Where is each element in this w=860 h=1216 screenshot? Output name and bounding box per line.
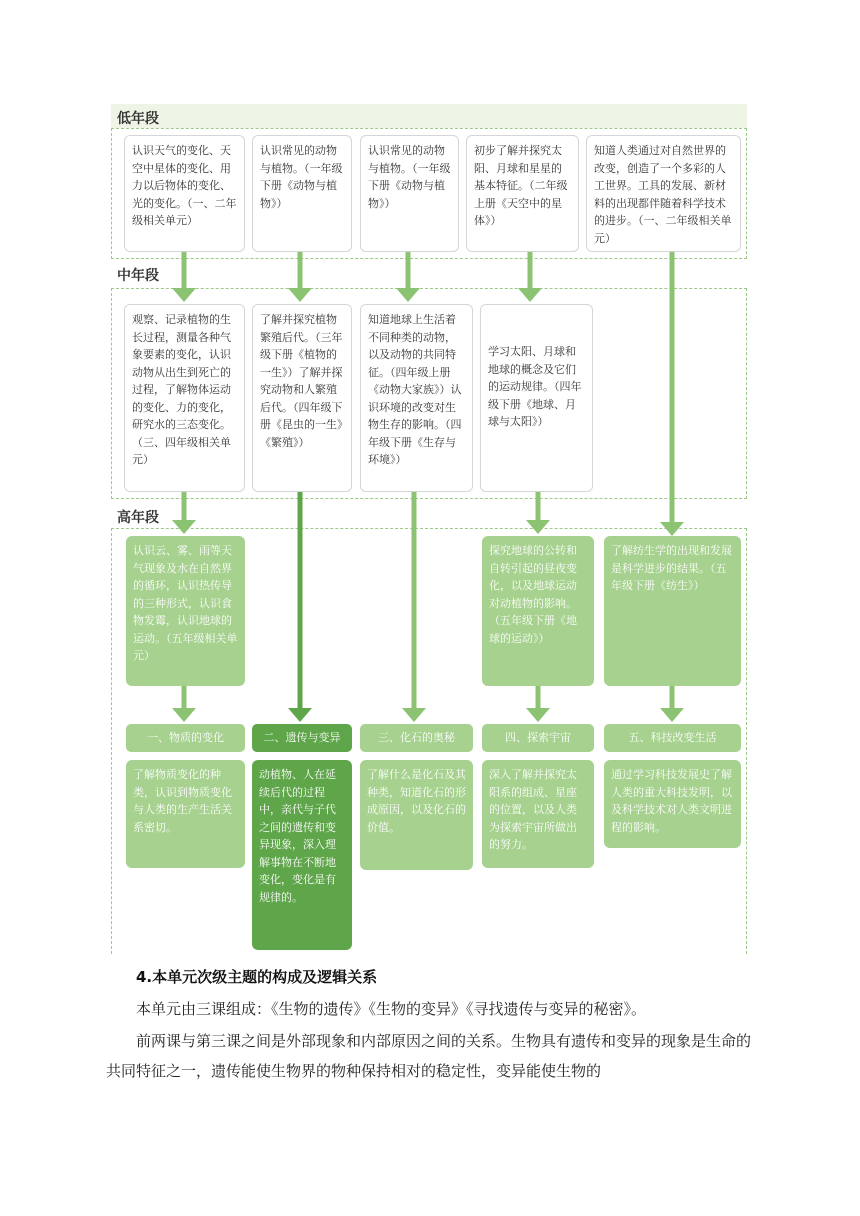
theme-pill-2: 二、遗传与变异 <box>252 724 352 752</box>
mid-card-2: 了解并探究植物繁殖后代。（三年级下册《植物的一生》）了解并探究动物和人繁殖后代。（四年级下册《昆虫的一生》《繁殖》） <box>252 304 352 492</box>
mid-card-1: 观察、记录植物的生长过程，测量各种气象要素的变化，认识动物从出生到死亡的过程，了解物体运动的变化、力的变化，研究水的三态变化。（三、四年级相关单元） <box>124 304 245 492</box>
arrow-low-5-long <box>660 252 684 536</box>
arrow-mid-1 <box>172 492 196 534</box>
arrow-low-4 <box>518 252 542 302</box>
arrow-mid-2-long <box>288 492 312 722</box>
paragraph-2: 前两课与第三课之间是外部现象和内部原因之间的关系。生物具有遗传和变异的现象是生命的共同特征之一，遗传能使生物界的物种保持相对的稳定性，变异能使生物的 <box>106 1032 752 1080</box>
low-card-1: 认识天气的变化、天空中星体的变化、用力以后物体的变化、光的变化。（一、二年级相关单元） <box>124 135 245 252</box>
theme-pill-3: 三、化石的奥秘 <box>360 724 473 752</box>
mid-stage-label: 中年段 <box>117 268 159 284</box>
high-card-1: 认识云、雾、雨等天气现象及水在自然界的循环，认识热传导的三种形式，认识食物发霉，认识地球的运动。（五年级相关单元） <box>126 536 245 686</box>
high-stage-label: 高年段 <box>117 510 159 526</box>
arrow-mid-4 <box>526 492 550 534</box>
theme-detail-2: 动植物、人在延续后代的过程中，亲代与子代之间的遗传和变异现象，深入理解事物在不断地变化，变化是有规律的。 <box>252 760 352 950</box>
arrow-low-1 <box>172 252 196 302</box>
paragraph-1: 本单元由三课组成：《生物的遗传》《生物的变异》《寻找遗传与变异的秘密》。 <box>136 1000 647 1018</box>
mid-card-3: 知道地球上生活着不同种类的动物，以及动物的共同特征。（四年级上册《动物大家族》）认识环境的改变对生物生存的影响。（四年级下册《生存与环境》） <box>360 304 473 492</box>
arrow-high-1 <box>172 686 196 722</box>
high-card-2: 探究地球的公转和自转引起的昼夜变化，以及地球运动对动植物的影响。（五年级下册《地球的运动》） <box>482 536 594 686</box>
arrow-high-3 <box>660 686 684 722</box>
low-card-2: 认识常见的动物与植物。（一年级下册《动物与植物》） <box>252 135 352 252</box>
theme-pill-4: 四、探索宇宙 <box>482 724 594 752</box>
low-stage-label: 低年段 <box>117 111 159 127</box>
section-heading: 4.本单元次级主题的构成及逻辑关系 <box>136 968 378 986</box>
arrow-high-2 <box>526 686 550 722</box>
theme-pill-1: 一、物质的变化 <box>126 724 245 752</box>
theme-detail-4: 深入了解并探究太阳系的组成、星座的位置，以及人类为探索宇宙所做出的努力。 <box>482 760 594 868</box>
theme-detail-5: 通过学习科技发展史了解人类的重大科技发明，以及科学技术对人类文明进程的影响。 <box>604 760 741 848</box>
high-card-3: 了解纺生学的出现和发展是科学进步的结果。（五年级下册《纺生》） <box>604 536 741 686</box>
low-card-4: 初步了解并探究太阳、月球和星星的基本特征。（二年级上册《天空中的星体》） <box>466 135 579 252</box>
theme-pill-5: 五、科技改变生活 <box>604 724 741 752</box>
low-card-5: 知道人类通过对自然世界的改变，创造了一个多彩的人工世界。工具的发展、新材料的出现都伴随着科学技术的进步。（一、二年级相关单元） <box>586 135 741 252</box>
theme-detail-1: 了解物质变化的种类，认识到物质变化与人类的生产生活关系密切。 <box>126 760 245 868</box>
theme-detail-3: 了解什么是化石及其种类，知道化石的形成原因，以及化石的价值。 <box>360 760 473 870</box>
arrow-mid-3-long <box>402 492 426 722</box>
low-card-3: 认识常见的动物与植物。（一年级下册《动物与植物》） <box>360 135 459 252</box>
mid-card-4: 学习太阳、月球和地球的概念及它们的运动规律。（四年级下册《地球、月球与太阳》） <box>480 304 593 492</box>
arrow-low-3 <box>396 252 420 302</box>
arrow-low-2 <box>288 252 312 302</box>
